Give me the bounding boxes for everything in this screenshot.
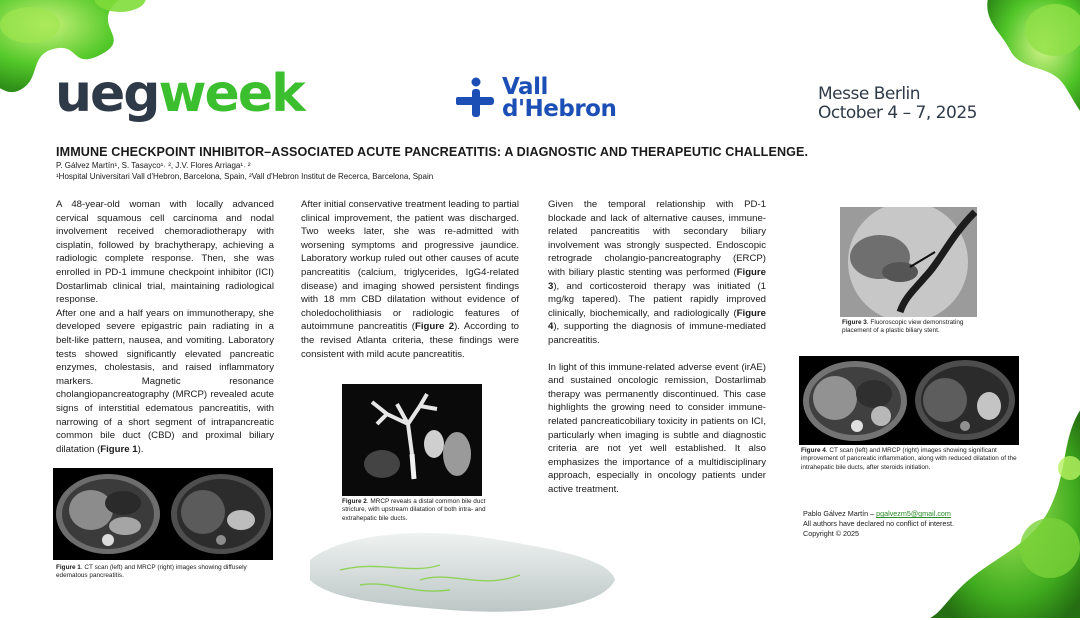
dhebron-logo-text: d'Hebron <box>502 96 617 122</box>
liver-illustration <box>300 520 620 620</box>
green-organic-decoration-top-right <box>960 0 1080 140</box>
paragraph: In light of this immune-related adverse event (irAE) and sustained oncologic remission, Dostarlimab therapy was permanently discontinued. This case highlights the growing need to consider immune-related pancreaticobiliary toxicity in patients on ICI, particularly when imaging is subtle and diagnostic criteria are not yet well established. It also emphasizes the importance of a multidisciplinary approach, especially in oncology patients under active treatment. <box>548 361 766 495</box>
figure-2-caption: Figure 2. MRCP reveals a distal common bile duct stricture, with upstream dilatation of both intra- and extrahepatic bile ducts. <box>342 498 486 522</box>
figure-reference: Figure 2 <box>414 321 455 333</box>
ueg-logo-text: ueg <box>55 64 159 124</box>
paragraph: After initial conservative treatment leading to partial clinical improvement, the patient was discharged. Two weeks later, she was re-admitted with worsening symptoms and progressive jaundice. Laboratory workup ruled out other causes of acute pancreatitis (calcium, triglycerides, IgG4-related disease) and imaging showed persistent findings with 18 mm CBD dilatation without evidence of choledocholithiasis or radiologic features of autoimmune pancreatitis (Figure 2). According to the revised Atlanta criteria, these findings were consistent with mild acute pancreatitis. <box>301 199 519 360</box>
caption-label: Figure 4 <box>801 447 826 454</box>
figure-4-caption: Figure 4. CT scan (left) and MRCP (right) images showing significant improvement of pancreatic inflammation, along with reduced dilatation of the intrahepatic bile ducts, after steroids initiation. <box>801 447 1017 471</box>
author-list: P. Gálvez Martín¹, S. Tasayco¹˒ ², J.V. Flores Arriaga¹˒ ² <box>56 161 251 170</box>
figure-reference: Figure 1 <box>100 443 138 455</box>
figure-3-caption: Figure 3. Fluoroscopic view demonstrating placement of a plastic biliary stent. <box>842 319 964 335</box>
text-column-2 <box>301 198 519 361</box>
contact-info <box>803 509 954 539</box>
paragraph: Given the temporal relationship with PD-1 blockade and lack of alternative causes, immune-related pancreatitis with secondary biliary involvement was strongly suspected. Endoscopic retrograde cholangio-pancreatography (ERCP) with biliary plastic stenting was performed (Figure 3), and corticosteroid therapy was initiated (1 mg/kg tapered). The patient rapidly improved clinically, biochemically, and radiologically (Figure 4), supporting the diagnosis of immune-mediated pancreatitis. <box>548 199 766 346</box>
conflict-disclosure: All authors have declared no conflict of interest. <box>803 519 955 528</box>
venue-info <box>818 85 977 123</box>
vall-logo-text: Vall <box>502 74 548 100</box>
caption-label: Figure 1 <box>56 564 81 571</box>
text-column-1 <box>56 198 274 456</box>
figure-4-image <box>799 356 1019 445</box>
text-column-3 <box>548 198 766 496</box>
paragraph: A 48-year-old woman with locally advanced cervical squamous cell carcinoma and nodal involvement received chemoradiotherapy with cisplatin, followed by brachytherapy, achieving a radiologic complete response. Then, she was enrolled in PD-1 immune checkpoint inhibitor (ICI) Dostarlimab clinical trial, maintaining radiological response. <box>56 199 274 306</box>
venue-dates: October 4 – 7, 2025 <box>818 103 977 123</box>
caption-label: Figure 3 <box>842 319 867 326</box>
figure-1-image <box>53 468 273 560</box>
vall-dhebron-cross-icon <box>456 77 496 119</box>
week-logo-text: week <box>158 64 304 124</box>
figure-reference: Figure 4 <box>548 307 766 333</box>
affiliations: ¹Hospital Universitari Vall d'Hebron, Barcelona, Spain, ²Vall d'Hebron Institut de Recerca, Barcelona, Spain <box>56 172 434 181</box>
copyright: Copyright © 2025 <box>803 529 860 538</box>
figure-2-image <box>342 384 482 496</box>
paragraph: After one and a half years on immunotherapy, she developed severe epigastric pain radiating in a belt-like pattern, nausea, and vomiting. Laboratory tests showed significantly elevated pancreatic enzymes, cholestasis, and raised inflammatory markers. Magnetic resonance cholangiopancreatography (MRCP) revealed acute signs of interstitial edematous pancreatitis, with narrowing of a short segment of intrapancreatic common bile duct (CBD) and proximal biliary dilatation (Figure 1). <box>56 307 274 455</box>
venue-location: Messe Berlin <box>818 84 921 104</box>
poster-title: IMMUNE CHECKPOINT INHIBITOR–ASSOCIATED ACUTE PANCREATITIS: A DIAGNOSTIC AND THERAPEUTIC CHALLENGE. <box>56 145 809 159</box>
vall-dhebron-logo <box>456 76 616 120</box>
figure-3-image <box>840 207 977 317</box>
caption-label: Figure 2 <box>342 498 367 505</box>
ueg-week-logo <box>55 64 304 124</box>
figure-reference: Figure 3 <box>548 266 766 292</box>
contact-line: Pablo Gálvez Martín – pgalvezm5@gmail.com <box>803 509 951 518</box>
email-link[interactable]: pgalvezm5@gmail.com <box>876 509 951 518</box>
figure-1-caption: Figure 1. CT scan (left) and MRCP (right) images showing diffusely edematous pancreatitis. <box>56 564 247 580</box>
